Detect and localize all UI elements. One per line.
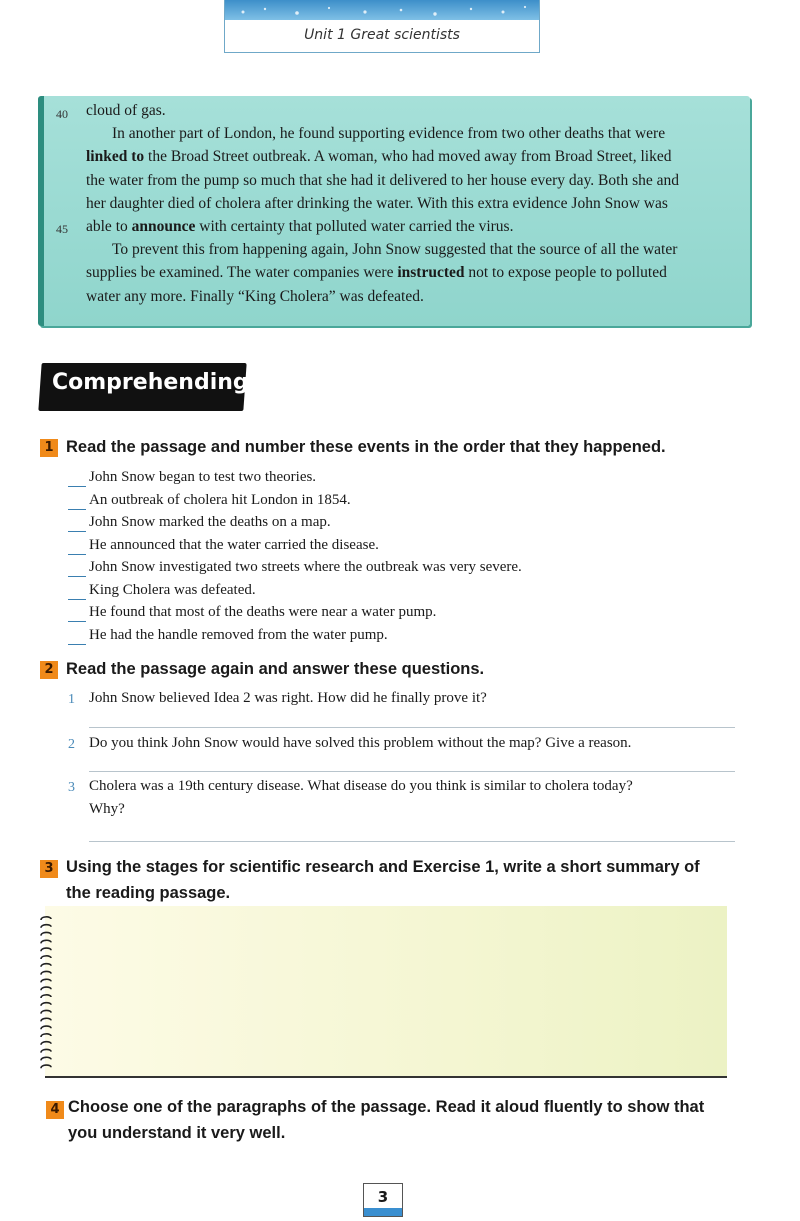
passage-line: able to announce with certainty that polluted water carried the virus. bbox=[86, 218, 514, 235]
passage-line: supplies be examined. The water companies were instructed not to expose people to polluted bbox=[86, 264, 667, 282]
line-number: 40 bbox=[56, 107, 68, 121]
event-item: King Cholera was defeated. bbox=[68, 582, 256, 600]
event-item: He had the handle removed from the water pump. bbox=[68, 627, 388, 645]
question-text: John Snow believed Idea 2 was right. How did he finally prove it? bbox=[89, 690, 487, 706]
event-item: John Snow began to test two theories. bbox=[68, 469, 316, 487]
exercise-2-title: Read the passage again and answer these questions. bbox=[66, 660, 485, 678]
passage-line: linked to the Broad Street outbreak. A woman, who had moved away from Broad Street, liked bbox=[86, 148, 672, 166]
exercise-1-title: Read the passage and number these events in the order that they happened. bbox=[66, 438, 666, 456]
order-number-blank[interactable] bbox=[68, 537, 86, 555]
answer-line[interactable] bbox=[89, 727, 735, 728]
event-item: John Snow investigated two streets where the outbreak was very severe. bbox=[68, 559, 522, 577]
exercise-4-title-line: Choose one of the paragraphs of the passage. Read it aloud fluently to show that bbox=[68, 1098, 705, 1116]
unit-title: Unit 1 Great scientists bbox=[304, 27, 460, 43]
order-number-blank[interactable] bbox=[68, 514, 86, 532]
exercise-number-badge: 2 bbox=[40, 661, 58, 679]
question-number: 3 bbox=[68, 780, 75, 795]
question-number: 1 bbox=[68, 692, 75, 707]
event-item: John Snow marked the deaths on a map. bbox=[68, 514, 331, 532]
passage-line: To prevent this from happening again, John Snow suggested that the source of all the water bbox=[112, 241, 678, 259]
order-number-blank[interactable] bbox=[68, 469, 86, 487]
exercise-number-badge: 1 bbox=[40, 439, 58, 457]
exercise-3-title-line: Using the stages for scientific research and Exercise 1, write a short summary of bbox=[66, 858, 700, 876]
order-number-blank[interactable] bbox=[68, 627, 86, 645]
answer-line[interactable] bbox=[89, 771, 735, 772]
answer-line[interactable] bbox=[89, 841, 735, 842]
exercise-3-title-line: the reading passage. bbox=[66, 884, 231, 902]
line-number: 45 bbox=[56, 222, 68, 236]
exercise-4-title-line: you understand it very well. bbox=[68, 1124, 286, 1142]
notebook-spiral-icon bbox=[39, 912, 55, 1072]
passage-line: the water from the pump so much that she had it delivered to her house every day. Both she and bbox=[86, 171, 679, 189]
passage-line: her daughter died of cholera after drinking the water. With this extra evidence John Snow was bbox=[86, 194, 668, 212]
passage-line: cloud of gas. bbox=[86, 102, 166, 119]
order-number-blank[interactable] bbox=[68, 604, 86, 622]
exercise-number-badge: 3 bbox=[40, 860, 58, 878]
splash-decoration-icon bbox=[225, 0, 539, 20]
exercise-number-badge: 4 bbox=[46, 1101, 64, 1119]
page-number: 3 bbox=[363, 1183, 403, 1217]
unit-header bbox=[224, 0, 540, 53]
event-item: He announced that the water carried the disease. bbox=[68, 537, 379, 555]
order-number-blank[interactable] bbox=[68, 492, 86, 510]
section-title: Comprehending bbox=[52, 370, 249, 395]
question-text: Why? bbox=[89, 801, 125, 817]
passage-line: water any more. Finally “King Cholera” was defeated. bbox=[86, 287, 424, 305]
order-number-blank[interactable] bbox=[68, 582, 86, 600]
reading-passage-box bbox=[38, 96, 750, 326]
passage-line: In another part of London, he found supporting evidence from two other deaths that were bbox=[112, 125, 666, 143]
event-item: He found that most of the deaths were near a water pump. bbox=[68, 604, 436, 622]
summary-writing-area[interactable] bbox=[45, 906, 727, 1078]
question-text: Cholera was a 19th century disease. What disease do you think is similar to cholera today? bbox=[89, 778, 633, 794]
question-text: Do you think John Snow would have solved this problem without the map? Give a reason. bbox=[89, 735, 632, 751]
order-number-blank[interactable] bbox=[68, 559, 86, 577]
question-number: 2 bbox=[68, 737, 75, 752]
event-item: An outbreak of cholera hit London in 1854. bbox=[68, 492, 351, 510]
